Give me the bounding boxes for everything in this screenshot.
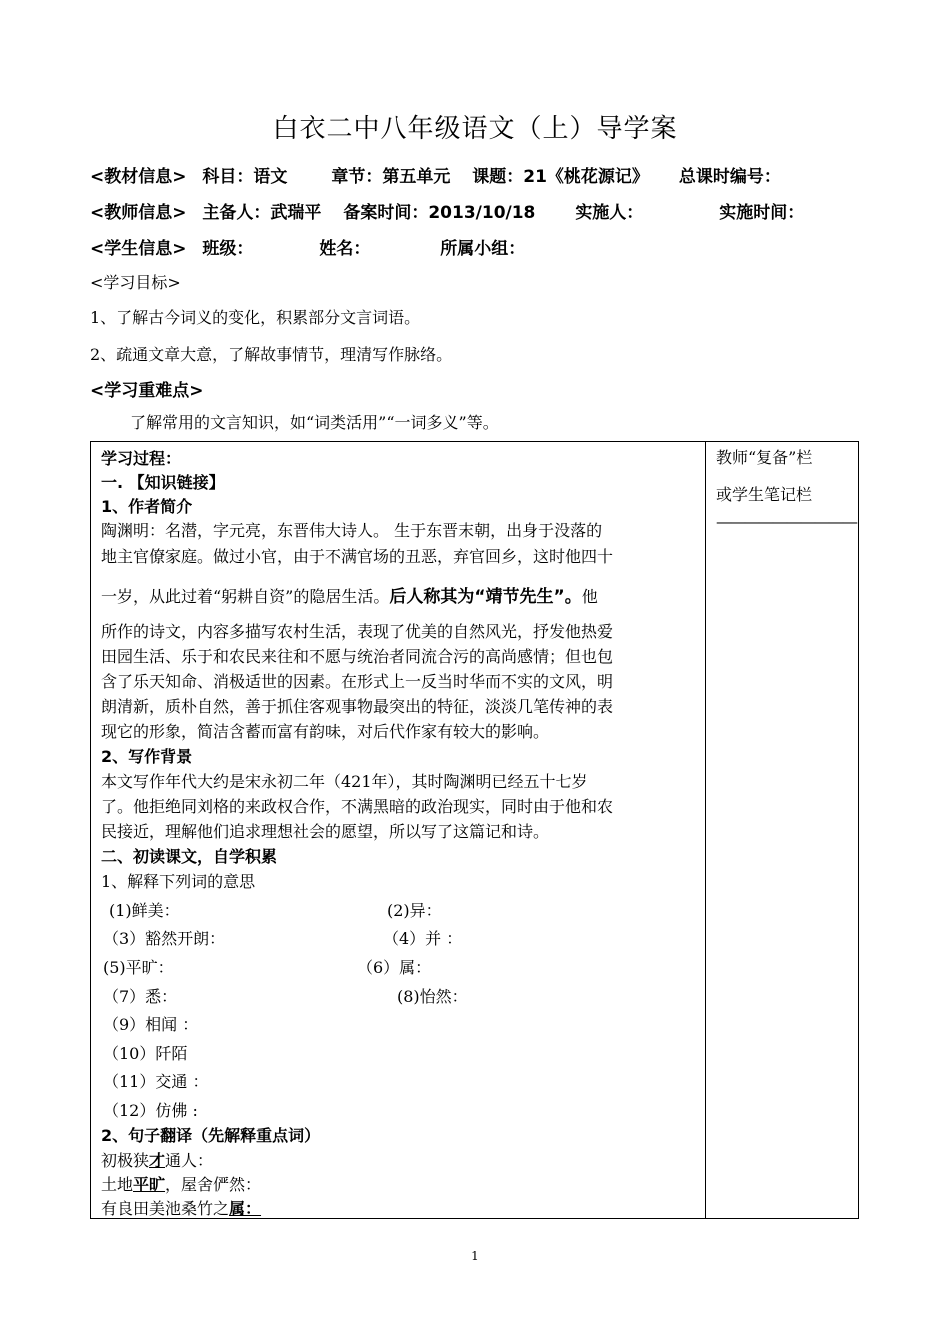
author-line-text: 一岁，从此过着“躬耕自资”的隐居生活。 (101, 587, 390, 606)
word-item: （4）并 ： (383, 929, 463, 948)
page-number: 1 (471, 1249, 479, 1263)
teacher-label: <教师信息> (90, 203, 187, 223)
sentence-line (101, 1196, 701, 1219)
background-heading: 2、写作背景 (101, 747, 193, 766)
author-line: 现它的形象，简洁含蓄而富有韵味，对后代作家有较大的影响。 (101, 722, 550, 741)
group-field: 所属小组： (440, 239, 526, 259)
word-item: (8)怡然： (397, 987, 468, 1006)
word-item: (5)平旷： (103, 958, 174, 977)
author-line: 朗清新，质朴自然，善于抓住客观事物最突出的特征，淡淡几笔传神的表 (101, 697, 614, 716)
side-note-rule: —————————— (716, 512, 856, 531)
sentence-line (101, 1148, 701, 1171)
section-knowledge-link: 一. 【知识链接】 (101, 473, 225, 492)
name-field: 姓名： (319, 239, 371, 259)
background-line: 民接近，理解他们追求理想社会的愿望，所以写了这篇记和诗。 (101, 822, 550, 841)
preparer: 主备人：武瑞平 (202, 203, 322, 223)
word-item: （6）属： (357, 958, 432, 977)
sentence-key-word: 属： (229, 1199, 262, 1218)
sentence-key-word: 才 (149, 1151, 166, 1170)
implementer: 实施人： (575, 203, 644, 223)
goal-item: 2、疏通文章大意，了解故事情节，理清写作脉络。 (90, 345, 453, 364)
author-line (101, 582, 701, 607)
translate-heading (101, 1123, 701, 1146)
teacher-info-row (90, 198, 804, 223)
word-item: （3）豁然开朗： (103, 929, 226, 948)
author-line: 田园生活、乐于和农民来往和不愿与统治者同流合污的高尚感情；但也包 (101, 647, 614, 666)
process-heading: 学习过程： (101, 449, 182, 468)
word-item: （7）悉： (103, 987, 178, 1006)
implement-time: 实施时间： (719, 203, 805, 223)
sentence-pre: 土地 (101, 1175, 134, 1194)
material-label: <教材信息> (90, 167, 187, 187)
sentence-line (101, 1172, 701, 1195)
subject: 科目：语文 (202, 167, 288, 187)
sentence-pre: 有良田美池桑竹之 (101, 1199, 230, 1218)
student-label: <学生信息> (90, 239, 187, 259)
word-item: （11）交通 ： (103, 1072, 209, 1091)
total-lesson-number: 总课时编号： (678, 167, 781, 187)
student-info-row (90, 234, 525, 259)
sentence-post: 通人： (165, 1151, 214, 1170)
topic: 课题：21《桃花源记》 (472, 167, 649, 187)
author-heading: 1、作者简介 (101, 497, 193, 516)
author-line: 陶渊明：名潜，字元亮，东晋伟大诗人。 生于东晋末朝，出身于没落的 (101, 521, 603, 540)
sentence-key-word: 平旷 (133, 1175, 166, 1194)
key-points-text: 了解常用的文言知识，如“词类活用”“一词多义”等。 (130, 413, 499, 432)
side-note-label: 或学生笔记栏 (716, 485, 813, 504)
sentence-post: ，屋舍俨然： (165, 1175, 262, 1194)
author-line: 地主官僚家庭。做过小官，由于不满官场的丑恶，弃官回乡，这时他四十 (101, 547, 614, 566)
word-item: （9）相闻 ： (103, 1015, 199, 1034)
record-time: 备案时间：2013/10/18 (343, 203, 536, 223)
background-line: 本文写作年代大约是宋永初二年（421年），其时陶渊明已经五十七岁 (101, 772, 588, 791)
translate-heading-text: 2、句子翻译（先解释重点词） (101, 1126, 321, 1145)
key-points-heading: <学习重难点> (90, 381, 204, 401)
side-note-label: 教师“复备”栏 (716, 448, 813, 467)
goal-item: 1、了解古今词义的变化，积累部分文言词语。 (90, 308, 421, 327)
section-first-reading: 二、初读课文，自学积累 (101, 847, 278, 866)
chapter: 章节：第五单元 (331, 167, 451, 187)
goals-heading: <学习目标> (90, 273, 181, 292)
word-item: (1)鲜美： (109, 901, 180, 920)
author-line: 所作的诗文，内容多描写农村生活，表现了优美的自然风光，抒发他热爱 (101, 622, 614, 641)
word-item: （10）阡陌 (103, 1044, 188, 1063)
column-divider (705, 441, 706, 1219)
word-item: (2)异： (387, 901, 442, 920)
author-line-tail: 他 (581, 587, 598, 606)
author-line: 含了乐天知命、消极适世的因素。在形式上一反当时华而不实的文风，明 (101, 672, 614, 691)
background-line: 了。他拒绝同刘格的来政权合作，不满黑暗的政治现实，同时由于他和农 (101, 797, 614, 816)
page-title: 白衣二中八年级语文（上）导学案 (272, 114, 678, 144)
explain-heading: 1、解释下列词的意思 (101, 872, 256, 891)
material-info-row (90, 162, 781, 187)
word-item: （12）仿佛 : (103, 1101, 198, 1120)
author-title-bold: 后人称其为“靖节先生”。 (389, 587, 582, 607)
sentence-pre: 初极狭 (101, 1151, 150, 1170)
class-field: 班级： (202, 239, 254, 259)
